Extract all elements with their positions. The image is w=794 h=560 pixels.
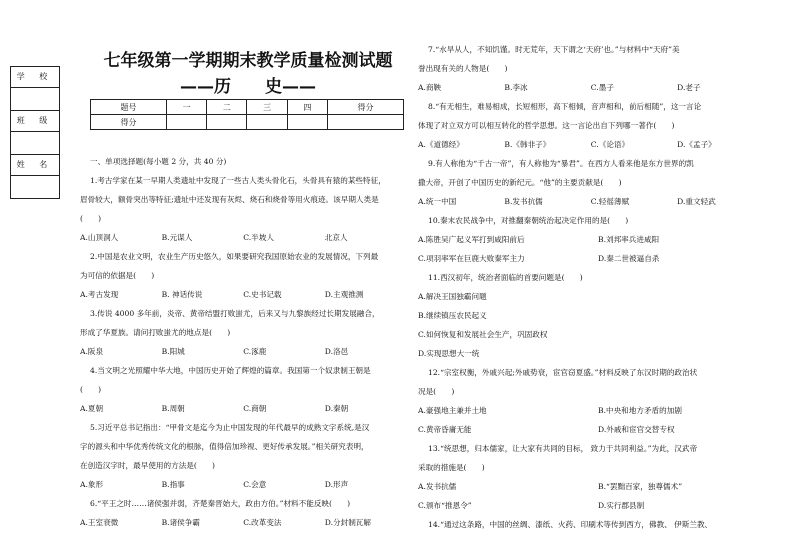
option[interactable]: A.统一中国: [418, 197, 457, 206]
question-4-cont: ( ): [80, 385, 102, 394]
header-cell: 得分: [327, 100, 403, 115]
question-6: 6.“平王之时……诸侯强并弱，齐楚秦晋始大，政由方伯。”材料不能反映( ): [90, 499, 351, 508]
question-12-options: [418, 420, 778, 439]
score-cell[interactable]: [167, 115, 207, 130]
option[interactable]: B.李冰: [504, 83, 528, 92]
question-3-cont: 形成了华夏族。请问打败蚩尤的地点是( ): [80, 328, 231, 337]
right-column: [418, 40, 778, 534]
option[interactable]: D.秦朝: [324, 404, 349, 413]
question-5: 5.习近平总书记指出：“甲骨文是迄今为止中国发现的年代最早的成熟文字系统,是汉: [90, 423, 370, 432]
option[interactable]: C.墨子: [590, 83, 614, 92]
question-13-cont: 采取的措施是( ): [418, 463, 485, 472]
option[interactable]: B.中央和地方矛盾的加剧: [598, 406, 682, 415]
question-7-cont: 誉出现有关的人物是( ): [418, 64, 508, 73]
exam-subject: ——历 史——: [180, 77, 316, 97]
option[interactable]: B.继续镇压农民起义: [418, 311, 487, 320]
score-cell[interactable]: [287, 115, 327, 130]
question-4-options: [80, 399, 420, 418]
option[interactable]: A.解决王国独霸问题: [418, 292, 487, 301]
question-8: 8.“有无相生，难易相成，长短相形，高下相倾，音声相和，前后相随”，这一言论: [428, 102, 702, 111]
option[interactable]: C.会意: [243, 480, 267, 489]
option[interactable]: B.阳城: [161, 347, 185, 356]
option[interactable]: C.颁布“推恩令”: [418, 501, 472, 510]
option[interactable]: C.《论语》: [590, 140, 630, 149]
question-14: 14.“通过这条路，中国的丝绸、漆纸、火药、印刷术等传到西方，佛教、 伊斯兰教、: [428, 520, 713, 529]
question-8-cont: 体现了对立双方可以相互转化的哲学思想。这一言论出自下列哪一著作( ): [418, 121, 675, 130]
option[interactable]: B.周朝: [161, 404, 185, 413]
option[interactable]: C.史书记载: [243, 290, 282, 299]
option[interactable]: C.商朝: [243, 404, 267, 413]
option[interactable]: C.改革变法: [243, 518, 282, 527]
section-heading: 一、单项选择题(每小题 2 分，共 40 分): [90, 157, 227, 166]
name-label: 姓 名: [11, 155, 59, 176]
option[interactable]: A.商鞅: [418, 83, 442, 92]
question-5-cont: 在创造汉字时，最早使用的方法是( ): [80, 461, 216, 470]
option[interactable]: A.豪强地主兼并土地: [418, 406, 487, 415]
option[interactable]: B.《韩非子》: [504, 140, 551, 149]
question-10-options: [418, 249, 778, 268]
option[interactable]: D.洛邑: [324, 347, 349, 356]
option[interactable]: D.外戚和宦官交替专权: [598, 425, 675, 434]
name-field[interactable]: [11, 176, 59, 198]
question-10: 10.秦末农民战争中，对推翻秦朝统治起决定作用的是( ): [428, 216, 629, 225]
question-8-options: [418, 135, 778, 154]
score-cell[interactable]: [327, 115, 403, 130]
option[interactable]: C.如何恢复和发展社会生产，巩固政权: [418, 330, 548, 339]
question-12-options: [418, 401, 778, 420]
option[interactable]: D.形声: [324, 480, 349, 489]
question-5-cont: 字的源头和中华优秀传统文化的根脉，值得倍加珍视、更好传承发展。”相关研究表明，: [80, 442, 369, 451]
option[interactable]: D.主观推测: [324, 290, 364, 299]
question-3: 3.传说 4000 多年前，炎帝、黄帝结盟打败蚩尤，后来又与九黎族经过长期发展融合，: [90, 309, 380, 318]
question-2-cont: 为可信的依据是( ): [80, 271, 155, 280]
question-5-options: [80, 475, 420, 494]
option[interactable]: B. 神话传说: [161, 290, 203, 299]
question-1-options: [80, 228, 420, 247]
question-12-cont: 况是( ): [418, 387, 455, 396]
option[interactable]: C.黄帝昏庸无能: [418, 425, 472, 434]
option[interactable]: B.指事: [161, 480, 185, 489]
question-1-bracket: ( ): [80, 214, 102, 223]
score-cell[interactable]: [207, 115, 247, 130]
school-field[interactable]: [11, 88, 59, 111]
option[interactable]: D.分封制瓦解: [324, 518, 371, 527]
option[interactable]: D.实行郡县制: [598, 501, 645, 510]
option[interactable]: 北京人: [324, 233, 348, 242]
option[interactable]: B.元谋人: [161, 233, 193, 242]
left-column: [80, 152, 420, 532]
header-cell: 四: [287, 100, 327, 115]
option[interactable]: A.象形: [80, 480, 104, 489]
header-cell: 一: [167, 100, 207, 115]
option[interactable]: A.夏朝: [80, 404, 104, 413]
question-9-cont: 撒大帝，开创了中国历史的新纪元。“他”的主要贡献是( ): [418, 178, 622, 187]
option[interactable]: A.《道德经》: [418, 140, 464, 149]
header-cell: 二: [207, 100, 247, 115]
question-2-options: [80, 285, 420, 304]
question-3-options: [80, 342, 420, 361]
option[interactable]: A.王室衰微: [80, 518, 119, 527]
question-6-options: [80, 513, 420, 532]
option[interactable]: D.秦二世被逼自杀: [598, 254, 660, 263]
question-1: 1.考古学家在某一早期人类遗址中发现了一些古人类头骨化石，头骨具有猿的某些特征，: [90, 176, 386, 185]
score-table-header: [91, 100, 404, 115]
option[interactable]: D.老子: [677, 83, 701, 92]
class-field[interactable]: [11, 132, 59, 155]
question-13-options: [418, 496, 778, 515]
school-label: 学 校: [11, 67, 59, 88]
option[interactable]: A.阪泉: [80, 347, 104, 356]
question-4: 4.当文明之光照耀中华大地，中国历史开始了辉煌的篇章。我国第一个奴隶制王朝是: [90, 366, 371, 375]
header-cell: 题号: [91, 100, 167, 115]
option[interactable]: C.涿鹿: [243, 347, 267, 356]
score-table-row: [91, 115, 404, 130]
question-13: 13.“统思想，归本儒家，让大家有共同的目标， 致力于共同利益。”为此，汉武帝: [428, 444, 698, 453]
question-12: 12.“宗室权衡，外戚兴起;外戚势衰，宦官窃夏盛。”材料反映了东汉时期的政治状: [428, 368, 698, 377]
option[interactable]: D.《孟子》: [677, 140, 716, 149]
question-11: 11.西汉初年，统治者面临的首要问题是( ): [428, 273, 583, 282]
option[interactable]: D.重文轻武: [677, 197, 716, 206]
question-7: 7.“水旱从人，不知饥馑。时无荒年，天下谓之‘天府’也。”与材料中“天府”美: [428, 45, 680, 54]
question-9: 9.有人称他为“千古一帝”，有人称他为“暴君”。在西方人看来他是东方世界的凯: [428, 159, 694, 168]
question-9-options: [418, 192, 778, 211]
option[interactable]: A.发书抗儒: [418, 482, 457, 491]
score-table: [90, 99, 404, 130]
option[interactable]: B.刘邦率兵进咸阳: [598, 235, 660, 244]
option[interactable]: B.发书抗儒: [504, 197, 543, 206]
option[interactable]: A.山顶洞人: [80, 233, 119, 242]
question-13-options: [418, 477, 778, 496]
question-10-options: [418, 230, 778, 249]
question-2: 2.中国是农业文明，农业生产历史悠久，如果要研究我国原始农业的发展情况，下列最: [90, 252, 379, 261]
score-cell[interactable]: [247, 115, 287, 130]
exam-title: 七年级第一学期期末教学质量检测试题: [103, 51, 393, 71]
question-7-options: [418, 78, 778, 97]
option[interactable]: C.轻徭薄赋: [590, 197, 630, 206]
option[interactable]: B.“罢黜百家，独尊儒术”: [598, 482, 683, 491]
option[interactable]: A.考古发现: [80, 290, 119, 299]
header-cell: 三: [247, 100, 287, 115]
option[interactable]: B.诸侯争霸: [161, 518, 200, 527]
row-label: 得分: [91, 115, 167, 130]
option[interactable]: D.实现思想大一统: [418, 349, 480, 358]
option[interactable]: A.陈胜吴广起义军打到咸阳前后: [418, 235, 525, 244]
option[interactable]: C.半坡人: [243, 233, 274, 242]
class-label: 班 级: [11, 111, 59, 132]
student-info-box: [10, 66, 60, 199]
option[interactable]: C.项羽率军在巨鹿大败秦军主力: [418, 254, 525, 263]
question-1-cont: 眉骨较大，额骨突出等特征;遗址中还发现有灰烬、烧石和烧骨等用火痕迹。该早期人类是: [80, 195, 379, 204]
